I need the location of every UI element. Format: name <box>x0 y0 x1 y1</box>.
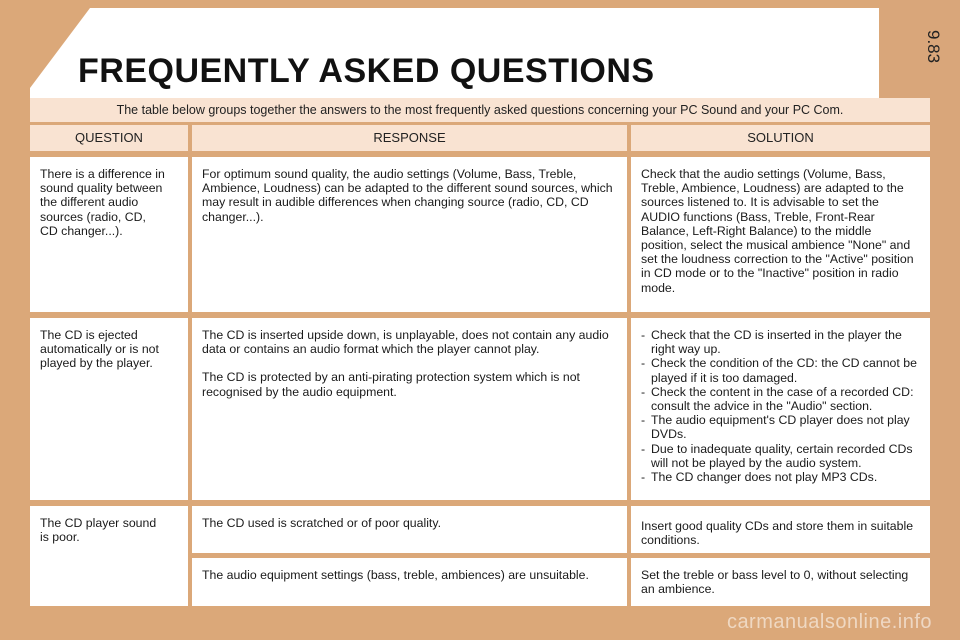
row1-question: There is a difference in sound quality between the different audio sources (radio, CD, CD changer...). <box>30 157 188 312</box>
page-title: FREQUENTLY ASKED QUESTIONS <box>78 52 655 90</box>
row1-solution: Check that the audio settings (Volume, Bass, Treble, Ambience, Loudness) are adapted to the sources listened to. It is advisable to set the AUDIO functions (Bass, Treble, Front-Rear Balance, Left-Right Balance) to the middle position, select the musical ambience "None" and set the loudness correction to the "Active" position in CD mode or to the "Inactive" position in radio mode. <box>631 157 930 312</box>
row3-solution-2: Set the treble or bass level to 0, without selecting an ambience. <box>631 558 930 606</box>
row1-response-text: For optimum sound quality, the audio settings (Volume, Bass, Treble, Ambience, Loudness) can be adapted to the different sound sources, which may result in audible differences when changing source (radio, CD, CD changer...). <box>202 167 613 224</box>
row2-response-text-1: The CD is inserted upside down, is unplayable, does not contain any audio data or contains an audio format which the player cannot play. <box>202 328 609 357</box>
row3-question: The CD player sound is poor. <box>30 506 188 606</box>
watermark: carmanualsonline.info <box>726 611 932 633</box>
row2-question: The CD is ejected automatically or is not played by the player. <box>30 318 188 500</box>
column-header-question: QUESTION <box>30 125 188 151</box>
list-item: - The CD changer does not play MP3 CDs. <box>641 470 920 484</box>
row2-solution-list <box>641 328 920 484</box>
row2-solution <box>631 318 930 500</box>
list-item: - Check that the CD is inserted in the player the right way up. <box>641 328 920 356</box>
page-number: 9.83 <box>924 30 943 64</box>
row2-response <box>192 318 627 500</box>
list-item: - Due to inadequate quality, certain recorded CDs will not be played by the audio system. <box>641 442 920 470</box>
list-item: - Check the condition of the CD: the CD cannot be played if it is too damaged. <box>641 356 920 384</box>
list-item: - The audio equipment's CD player does not play DVDs. <box>641 413 920 441</box>
list-item: - Check the content in the case of a recorded CD: consult the advice in the "Audio" section. <box>641 385 920 413</box>
intro-text: The table below groups together the answers to the most frequently asked questions concerning your PC Sound and your PC Com. <box>30 98 930 122</box>
row3-response-2: The audio equipment settings (bass, treble, ambiences) are unsuitable. <box>192 558 627 606</box>
row3-solution-1: Insert good quality CDs and store them in suitable conditions. <box>631 506 930 553</box>
row1-response <box>192 157 627 312</box>
column-header-solution: SOLUTION <box>631 125 930 151</box>
row2-response-text-2: The CD is protected by an anti-pirating protection system which is not recognised by the audio equipment. <box>202 370 580 399</box>
column-header-response: RESPONSE <box>192 125 627 151</box>
row3-response-1: The CD used is scratched or of poor quality. <box>192 506 627 553</box>
